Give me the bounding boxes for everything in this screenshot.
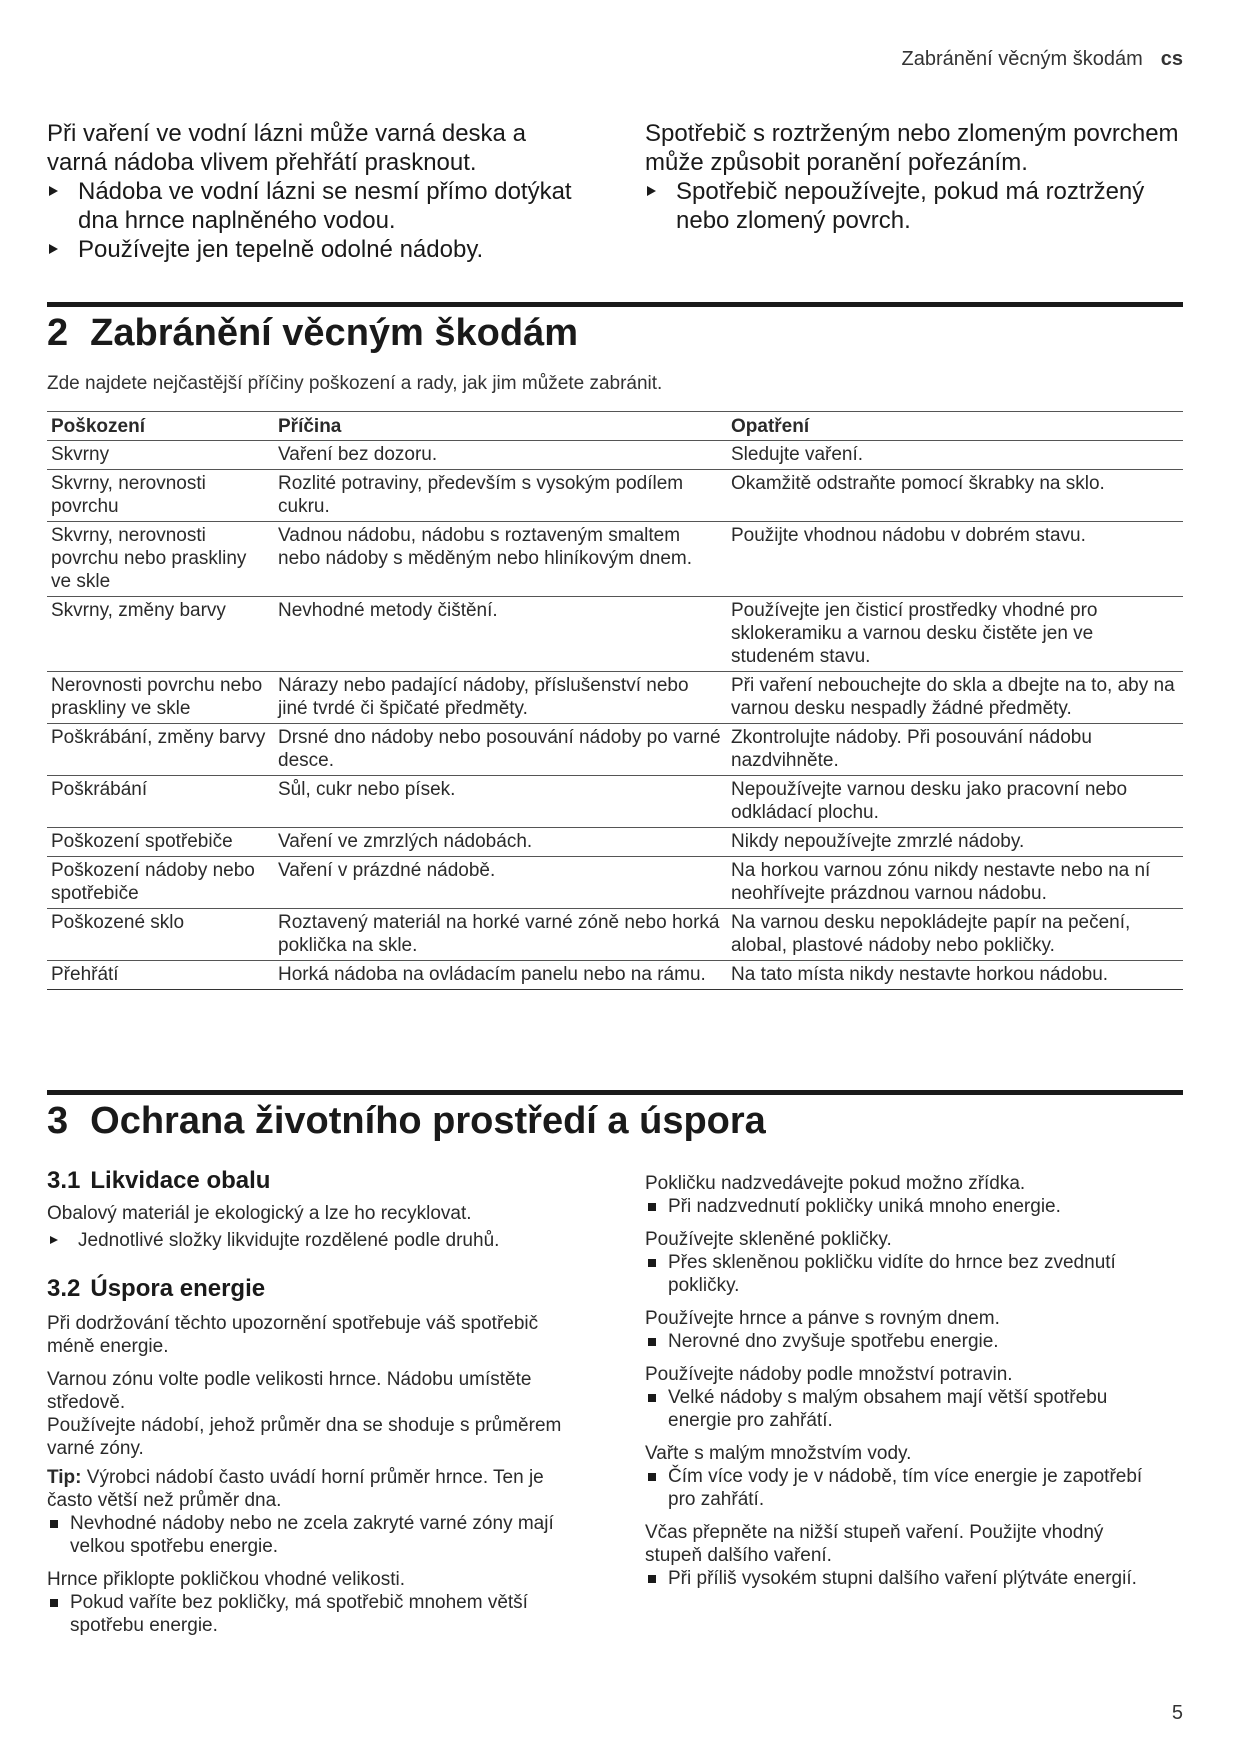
list-item: Spotřebič nepoužívejte, pokud má roztržený nebo zlomený povrch. — [645, 177, 1183, 235]
table-cell: Vaření v prázdné nádobě. — [274, 857, 727, 909]
subsection-3-2-heading — [47, 1274, 569, 1304]
table-row — [47, 672, 1183, 724]
table-cell: Nepoužívejte varnou desku jako pracovní nebo odkládací plochu. — [727, 776, 1183, 828]
tip-block — [645, 1363, 1165, 1432]
table-header-row — [47, 412, 1183, 441]
tip-block — [645, 1521, 1165, 1590]
running-header-title: Zabránění věcným škodám — [901, 48, 1143, 70]
bullet-list — [645, 1195, 1165, 1218]
section-3-right-column — [645, 1172, 1165, 1590]
table-cell: Při vaření nebouchejte do skla a dbejte na to, aby na varnou desku nespadly žádné předměty. — [727, 672, 1183, 724]
table-cell: Vaření ve zmrzlých nádobách. — [274, 828, 727, 857]
paragraph: Používejte skleněné pokličky. — [645, 1229, 892, 1250]
subsection-title: Likvidace obalu — [90, 1167, 271, 1194]
bullet-list — [645, 1567, 1165, 1590]
list-item: Přes skleněnou pokličku vidíte do hrnce bez zvednutí pokličky. — [645, 1251, 1165, 1297]
table-row — [47, 909, 1183, 961]
table-cell: Okamžitě odstraňte pomocí škrabky na sklo. — [727, 470, 1183, 522]
table-row — [47, 776, 1183, 828]
paragraph: Pokličku nadzvedávejte pokud možno zřídka. — [645, 1173, 1026, 1194]
subsection-title: Úspora energie — [90, 1275, 266, 1302]
bullet-list — [645, 1330, 1165, 1353]
table-cell: Poškození spotřebiče — [47, 828, 274, 857]
table-cell: Poškrábání — [47, 776, 274, 828]
table-row — [47, 522, 1183, 597]
table-cell: Nárazy nebo padající nádoby, příslušenství nebo jiné tvrdé či špičaté předměty. — [274, 672, 727, 724]
paragraph: Při dodržování těchto upozornění spotřebuje váš spotřebič méně energie. — [47, 1313, 539, 1357]
bullet-list — [47, 1512, 569, 1558]
paragraph: Včas přepněte na nižší stupeň vaření. Použijte vhodný stupeň dalšího vaření. — [645, 1522, 1104, 1566]
table-cell: Poškozené sklo — [47, 909, 274, 961]
column-header: Opatření — [727, 412, 1183, 441]
table-cell: Rozlité potraviny, především s vysokým podílem cukru. — [274, 470, 727, 522]
bullet-list — [645, 1465, 1165, 1511]
subsection-number: 3.1 — [47, 1167, 81, 1194]
list-item: Velké nádoby s malým obsahem mají větší spotřebu energie pro zahřátí. — [645, 1386, 1165, 1432]
paragraph: Vařte s malým množstvím vody. — [645, 1443, 912, 1464]
section-2-heading — [47, 311, 578, 355]
tip-block — [645, 1228, 1165, 1297]
table-cell: Poškrábání, změny barvy — [47, 724, 274, 776]
table-cell: Skvrny, nerovnosti povrchu nebo praskliny ve skle — [47, 522, 274, 597]
page-number: 5 — [1171, 1702, 1183, 1724]
table-cell: Na varnou desku nepokládejte papír na pečení, alobal, plastové nádoby nebo pokličky. — [727, 909, 1183, 961]
table-cell: Poškození nádoby nebo spotřebiče — [47, 857, 274, 909]
bullet-list — [645, 1386, 1165, 1432]
column-header: Poškození — [47, 412, 274, 441]
section-3-heading — [47, 1099, 766, 1143]
section-2-title: Zabránění věcným škodám — [90, 312, 578, 354]
table-cell: Zkontrolujte nádoby. Při posouvání nádobu nazdvihněte. — [727, 724, 1183, 776]
table-cell: Nikdy nepoužívejte zmrzlé nádoby. — [727, 828, 1183, 857]
table-row — [47, 961, 1183, 990]
table-row — [47, 857, 1183, 909]
paragraph: Používejte nádoby podle množství potravin. — [645, 1364, 1013, 1385]
table-cell: Nerovnosti povrchu nebo praskliny ve skle — [47, 672, 274, 724]
top-left-column — [47, 119, 577, 264]
tip-label: Tip: — [47, 1467, 82, 1488]
table-cell: Vaření bez dozoru. — [274, 441, 727, 470]
bullet-list — [645, 1251, 1165, 1297]
paragraph: Používejte nádobí, jehož průměr dna se shoduje s průměrem varné zóny. — [47, 1415, 562, 1459]
paragraph: Používejte hrnce a pánve s rovným dnem. — [645, 1308, 1000, 1329]
table-cell: Použijte vhodnou nádobu v dobrém stavu. — [727, 522, 1183, 597]
table-cell: Na tato místa nikdy nestavte horkou nádobu. — [727, 961, 1183, 990]
table-cell: Nevhodné metody čištění. — [274, 597, 727, 672]
subsection-number: 3.2 — [47, 1275, 81, 1302]
list-item: Nevhodné nádoby nebo ne zcela zakryté varné zóny mají velkou spotřebu energie. — [47, 1512, 569, 1558]
bullet-list — [47, 1229, 569, 1252]
table-row — [47, 724, 1183, 776]
tip-paragraph — [47, 1466, 569, 1512]
table-cell: Používejte jen čisticí prostředky vhodné pro sklokeramiku a varnou desku čistěte jen ve studeném stavu. — [727, 597, 1183, 672]
subsection-3-1-heading — [47, 1166, 569, 1196]
paragraph: Obalový materiál je ekologický a lze ho recyklovat. — [47, 1203, 472, 1224]
tip-block — [645, 1307, 1165, 1353]
paragraph: Hrnce přiklopte pokličkou vhodné velikosti. — [47, 1569, 406, 1590]
tip-block — [645, 1442, 1165, 1511]
subsection-3-1-body — [47, 1202, 569, 1252]
list-item: Čím více vody je v nádobě, tím více energie je zapotřebí pro zahřátí. — [645, 1465, 1165, 1511]
list-item: Používejte jen tepelně odolné nádoby. — [47, 235, 577, 264]
table-cell: Horká nádoba na ovládacím panelu nebo na rámu. — [274, 961, 727, 990]
top-left-intro: Při vaření ve vodní lázni může varná deska a varná nádoba vlivem přehřátí prasknout. — [47, 120, 526, 176]
list-item: Nádoba ve vodní lázni se nesmí přímo dotýkat dna hrnce naplněného vodou. — [47, 177, 577, 235]
paragraph: Varnou zónu volte podle velikosti hrnce. Nádobu umístěte středově. — [47, 1369, 532, 1413]
table-cell: Drsné dno nádoby nebo posouvání nádoby po varné desce. — [274, 724, 727, 776]
top-right-column — [645, 119, 1183, 235]
table-row — [47, 597, 1183, 672]
top-left-bullets — [47, 177, 577, 264]
table-cell: Na horkou varnou zónu nikdy nestavte nebo na ní neohřívejte prázdnou varnou nádobu. — [727, 857, 1183, 909]
language-code: cs — [1160, 48, 1183, 70]
table-cell: Přehřátí — [47, 961, 274, 990]
section-divider — [47, 1090, 1183, 1095]
table-cell: Sledujte vaření. — [727, 441, 1183, 470]
table-cell: Sůl, cukr nebo písek. — [274, 776, 727, 828]
running-header — [902, 48, 1183, 71]
section-3-left-column — [47, 1166, 569, 1637]
table-cell: Skvrny — [47, 441, 274, 470]
column-header: Příčina — [274, 412, 727, 441]
table-cell: Roztavený materiál na horké varné zóně nebo horká poklička na skle. — [274, 909, 727, 961]
section-divider — [47, 302, 1183, 307]
table-cell: Skvrny, změny barvy — [47, 597, 274, 672]
list-item: Při nadzvednutí pokličky uniká mnoho energie. — [645, 1195, 1165, 1218]
list-item: Při příliš vysokém stupni dalšího vaření plýtváte energií. — [645, 1567, 1165, 1590]
table-row — [47, 441, 1183, 470]
list-item: Nerovné dno zvyšuje spotřebu energie. — [645, 1330, 1165, 1353]
top-right-intro: Spotřebič s roztrženým nebo zlomeným povrchem může způsobit poranění pořezáním. — [645, 120, 1179, 176]
bullet-list — [47, 1591, 569, 1637]
tip-text: Výrobci nádobí často uvádí horní průměr hrnce. Ten je často větší než průměr dna. — [47, 1467, 544, 1511]
list-item: Pokud vaříte bez pokličky, má spotřebič mnohem větší spotřebu energie. — [47, 1591, 569, 1637]
subsection-3-2-body — [47, 1312, 569, 1637]
section-3-number: 3 — [47, 1100, 69, 1142]
top-right-bullets — [645, 177, 1183, 235]
damage-table — [47, 411, 1183, 990]
section-3-title: Ochrana životního prostředí a úspora — [90, 1100, 766, 1142]
table-cell: Skvrny, nerovnosti povrchu — [47, 470, 274, 522]
table-cell: Vadnou nádobu, nádobu s roztaveným smaltem nebo nádoby s měděným nebo hliníkovým dnem. — [274, 522, 727, 597]
tip-block — [645, 1172, 1165, 1218]
section-2-intro: Zde najdete nejčastější příčiny poškození a rady, jak jim můžete zabránit. — [47, 373, 663, 394]
list-item: Jednotlivé složky likvidujte rozdělené podle druhů. — [47, 1229, 569, 1252]
table-row — [47, 828, 1183, 857]
section-2-number: 2 — [47, 312, 69, 354]
table-row — [47, 470, 1183, 522]
